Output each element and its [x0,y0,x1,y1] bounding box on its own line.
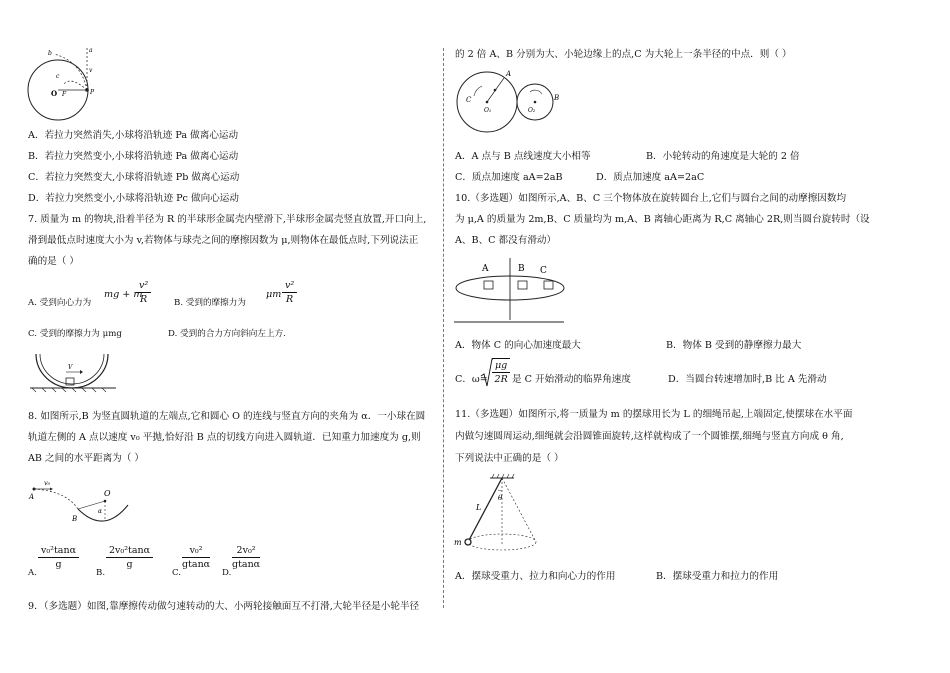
fig9-label-o1: O₁ [484,107,492,114]
q9-option-a: A．A 点与 B 点线速度大小相等 [455,151,591,162]
fig9-label-a: A [506,70,512,78]
q8-option-b-label: B. [96,568,106,578]
fig8-label-alpha: α [98,508,103,515]
figure-conical-pendulum [452,474,552,556]
q8-b-den: g [126,559,133,570]
q8-option-c-label: C. [172,568,182,578]
q7-line1: 7. 质量为 m 的物块,沿着半径为 R 的半球形金属壳内壁滑下,半球形金属壳竖直放置,开口向上, [28,214,427,225]
fig8-label-b: B [72,515,78,523]
q11-line3: 下列说法中正确的是（ ） [455,453,564,464]
q8-option-a-label: A. [28,568,37,578]
q8-d-num: 2v₀² [232,544,260,558]
q8-c-den: gtanα [182,559,211,570]
fig8-label-v0: v₀ [44,479,51,487]
q11-line1: 11.（多选题）如图所示,将一质量为 m 的摆球用长为 L 的细绳吊起,上端固定,使摆球在水平面 [455,409,853,420]
fig9-label-o2: O₂ [528,107,536,114]
q9-option-b: B．小轮转动的角速度是大轮的 2 倍 [646,151,800,162]
fig9-label-b: B [554,94,560,102]
fig6-label-a: a [89,47,93,54]
fig8-label-o: O [104,489,111,498]
figure-hemisphere-shell [28,352,118,392]
q10-option-d: D．当圆台转速增加时,B 比 A 先滑动 [668,374,827,385]
q7-option-b-expr: μm [266,289,282,300]
q8-option-d-frac [232,544,260,571]
fig6-label-p: P [90,89,95,96]
q8-option-d-label: D. [222,568,232,578]
fig6-label-f: F [62,91,67,98]
fig10-label-c: C [540,266,547,276]
figure-projectile-track [28,477,138,527]
q10-option-c-frac [492,358,510,386]
figure-rotating-platform [454,254,570,326]
q7-frac-a-den: R [140,294,148,305]
q11-line2: 内做匀速圆周运动,细绳就会沿圆锥面旋转,这样就构成了一个圆锥摆,细绳与竖直方向成 θ 角, [455,431,844,442]
q6-option-c: C．若拉力突然变大,小球将沿轨迹 Pb 做离心运动 [28,172,240,183]
q6-option-b: B．若拉力突然变小,小球将沿轨迹 Pa 做离心运动 [28,151,239,162]
q7-option-a: A. 受到向心力为 [28,298,92,308]
q7-option-c: C. 受到的摩擦力为 μmg [28,329,122,339]
q9-line1: 9．（多选题）如图,靠摩擦传动做匀速转动的大、小两轮接触面互不打滑,大轮半径是小轮半径 [28,601,420,612]
q11-option-b: B．摆球受重力和拉力的作用 [656,571,779,582]
q10-option-b: B．物体 B 受到的静摩擦力最大 [666,340,802,351]
q9-option-d: D．质点加速度 aA=2aC [596,172,705,183]
q10-c-den: 2R [494,374,508,385]
q8-c-num: v₀² [182,544,210,558]
fig6-label-v: v [89,67,93,74]
q7-option-a-frac [136,279,151,306]
q7-option-d: D. 受到的合力方向斜向左上方. [168,329,286,339]
fig7-label-v: V [68,364,73,371]
q7-line3: 确的是（ ） [28,256,80,267]
q8-line3: AB 之间的水平距离为（ ） [28,453,145,464]
fig6-label-c: c [56,73,60,80]
q7-line2: 滑到最低点时速度大小为 v,若物体与球壳之间的摩擦因数为 μ,则物体在最低点时,下列说法正 [28,235,419,246]
q8-option-c-frac [182,544,210,571]
q10-option-c-text: 是 C 开始滑动的临界角速度 [512,374,631,385]
q10-option-c-prefix: C．ω= [455,374,488,385]
fig6-label-o: O [51,89,58,98]
fig10-label-a: A [482,264,489,274]
q7-option-a-expr: mg + m [104,289,143,300]
q10-line3: A、B、C 都没有滑动） [455,235,557,246]
fig6-label-b: b [48,50,52,57]
q9-line2: 的 2 倍 A、B 分别为大、小轮边缘上的点,C 为大轮上一条半径的中点．则（ ） [455,49,792,60]
q8-a-den: g [55,559,62,570]
q8-b-num: 2v₀²tanα [106,544,153,558]
q7-frac-a-num: v² [136,279,151,293]
q6-option-a: A．若拉力突然消失,小球将沿轨迹 Pa 做离心运动 [28,130,239,141]
fig11-label-m: m [454,538,462,547]
q7-option-b: B. 受到的摩擦力为 [174,298,246,308]
q8-line1: 8. 如图所示,B 为竖直圆轨道的左端点,它和圆心 O 的连线与竖直方向的夹角为 α．一小球在圆 [28,411,426,422]
q7-frac-b-num: v² [282,279,297,293]
q10-option-a: A．物体 C 的向心加速度最大 [455,340,581,351]
fig8-label-a: A [29,493,35,501]
figure-circular-motion [26,46,106,126]
q8-option-b-frac [106,544,153,571]
q10-line2: 为 μ,A 的质量为 2m,B、C 质量均为 m,A、B 离轴心距离为 R,C 离轴心 2R,则当圆台旋转时（设 [455,214,870,225]
q8-option-a-frac [38,544,79,571]
q10-c-num: μg [492,359,510,373]
q8-d-den: gtanα [232,559,261,570]
q6-option-d: D．若拉力突然变小,小球将沿轨迹 Pc 做向心运动 [28,193,239,204]
q7-option-b-frac [282,279,297,306]
q8-a-num: v₀²tanα [38,544,79,558]
q8-line2: 轨道左侧的 A 点以速度 v₀ 平抛,恰好沿 B 点的切线方向进入圆轨道．已知重力加速度为 g,则 [28,432,421,443]
q10-line1: 10.（多选题）如图所示,A、B、C 三个物体放在旋转圆台上,它们与圆台之间的动摩擦因数均 [455,193,847,204]
fig11-label-l: L [476,503,482,512]
figure-friction-wheels [454,66,574,136]
q7-frac-b-den: R [286,294,294,305]
q11-option-a: A．摆球受重力、拉力和向心力的作用 [455,571,616,582]
fig10-label-b: B [518,264,525,274]
q9-option-c: C．质点加速度 aA=2aB [455,172,563,183]
fig9-label-c: C [466,96,472,104]
column-divider [443,48,444,608]
fig11-label-theta: θ [498,494,503,502]
